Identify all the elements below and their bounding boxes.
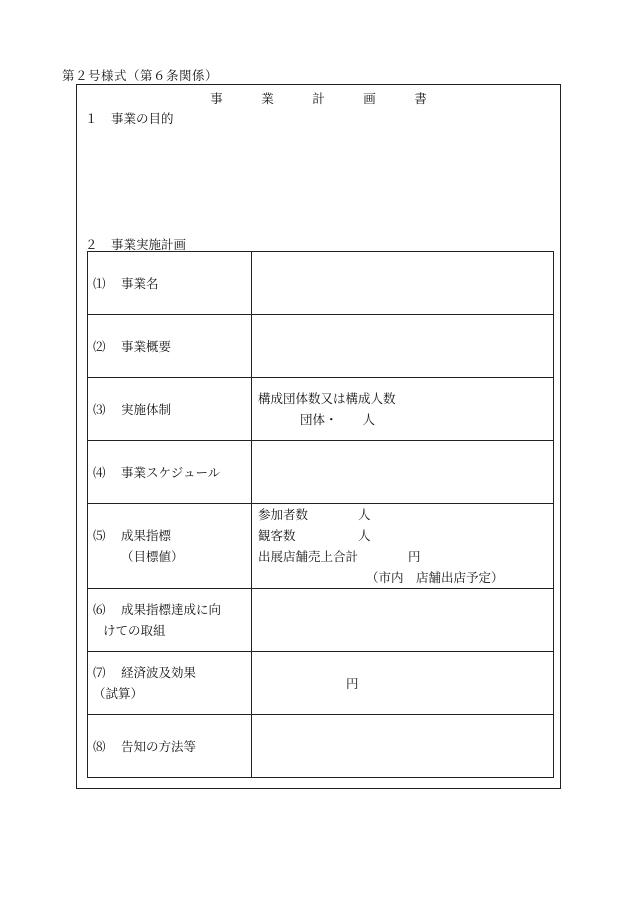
table-row-project-summary xyxy=(88,315,554,378)
section-label: 事業実施計画 xyxy=(111,237,187,252)
row-label-sub: けての取組 xyxy=(103,623,166,638)
section-purpose-heading xyxy=(85,109,174,127)
participants-label: 参加者数 人 xyxy=(258,507,371,522)
section-number: ２ xyxy=(85,237,98,252)
row-label: 成果指標 xyxy=(121,528,172,543)
row-label: 事業スケジュール xyxy=(121,464,221,480)
project-name-field[interactable] xyxy=(252,252,554,315)
section-label: 事業の目的 xyxy=(111,111,174,126)
row-label-cell xyxy=(88,652,252,715)
outcome-indicators-field[interactable] xyxy=(252,504,554,589)
audience-label: 観客数 人 xyxy=(258,528,371,543)
table-row-implementation xyxy=(88,378,554,441)
row-label-sub: （試算） xyxy=(93,686,144,701)
row-label: 実施体制 xyxy=(121,401,172,417)
row-label: 成果指標達成に向 xyxy=(121,602,222,617)
row-label: 経済波及効果 xyxy=(121,665,197,680)
row-number: ⑵ xyxy=(93,338,106,354)
member-count-units: 団体・ 人 xyxy=(300,412,376,427)
row-label: 事業名 xyxy=(121,275,159,291)
form-number-label: 第２号様式（第６条関係） xyxy=(62,68,219,83)
row-label-cell xyxy=(88,315,252,378)
row-label-cell xyxy=(88,252,252,315)
row-label-cell xyxy=(88,589,252,652)
row-number: ⑹ xyxy=(93,602,106,617)
table-row-publicity xyxy=(88,715,554,778)
row-label-cell xyxy=(88,378,252,441)
row-label-cell xyxy=(88,715,252,778)
row-number: ⑺ xyxy=(93,665,106,680)
member-count-label: 構成団体数又は構成人数 xyxy=(258,391,396,406)
section-number: １ xyxy=(85,111,98,126)
row-number: ⑸ xyxy=(93,528,106,543)
row-label: 告知の方法等 xyxy=(121,738,197,754)
row-number: ⑴ xyxy=(93,275,106,291)
publicity-field[interactable] xyxy=(252,715,554,778)
schedule-field[interactable] xyxy=(252,441,554,504)
business-plan-frame xyxy=(76,84,561,789)
economic-effect-field[interactable] xyxy=(252,652,554,715)
local-stores-note: （市内 店舗出店予定） xyxy=(366,570,504,585)
yen-unit: 円 xyxy=(346,675,359,691)
implementation-field[interactable] xyxy=(252,378,554,441)
table-row-outcome-indicators xyxy=(88,504,554,589)
table-row-economic-effect xyxy=(88,652,554,715)
row-label-sub: （目標値） xyxy=(121,549,184,564)
row-number: ⑶ xyxy=(93,401,106,417)
table-row-initiatives xyxy=(88,589,554,652)
sales-total-label: 出展店舗売上合計 円 xyxy=(258,549,421,564)
document-title: 事 業 計 画 書 xyxy=(210,91,440,106)
row-number: ⑷ xyxy=(93,464,106,480)
initiatives-field[interactable] xyxy=(252,589,554,652)
row-label: 事業概要 xyxy=(121,338,172,354)
row-label-cell xyxy=(88,504,252,589)
project-summary-field[interactable] xyxy=(252,315,554,378)
table-row-project-name xyxy=(88,252,554,315)
row-label-cell xyxy=(88,441,252,504)
table-row-schedule xyxy=(88,441,554,504)
plan-table xyxy=(87,251,554,778)
row-number: ⑻ xyxy=(93,738,106,754)
